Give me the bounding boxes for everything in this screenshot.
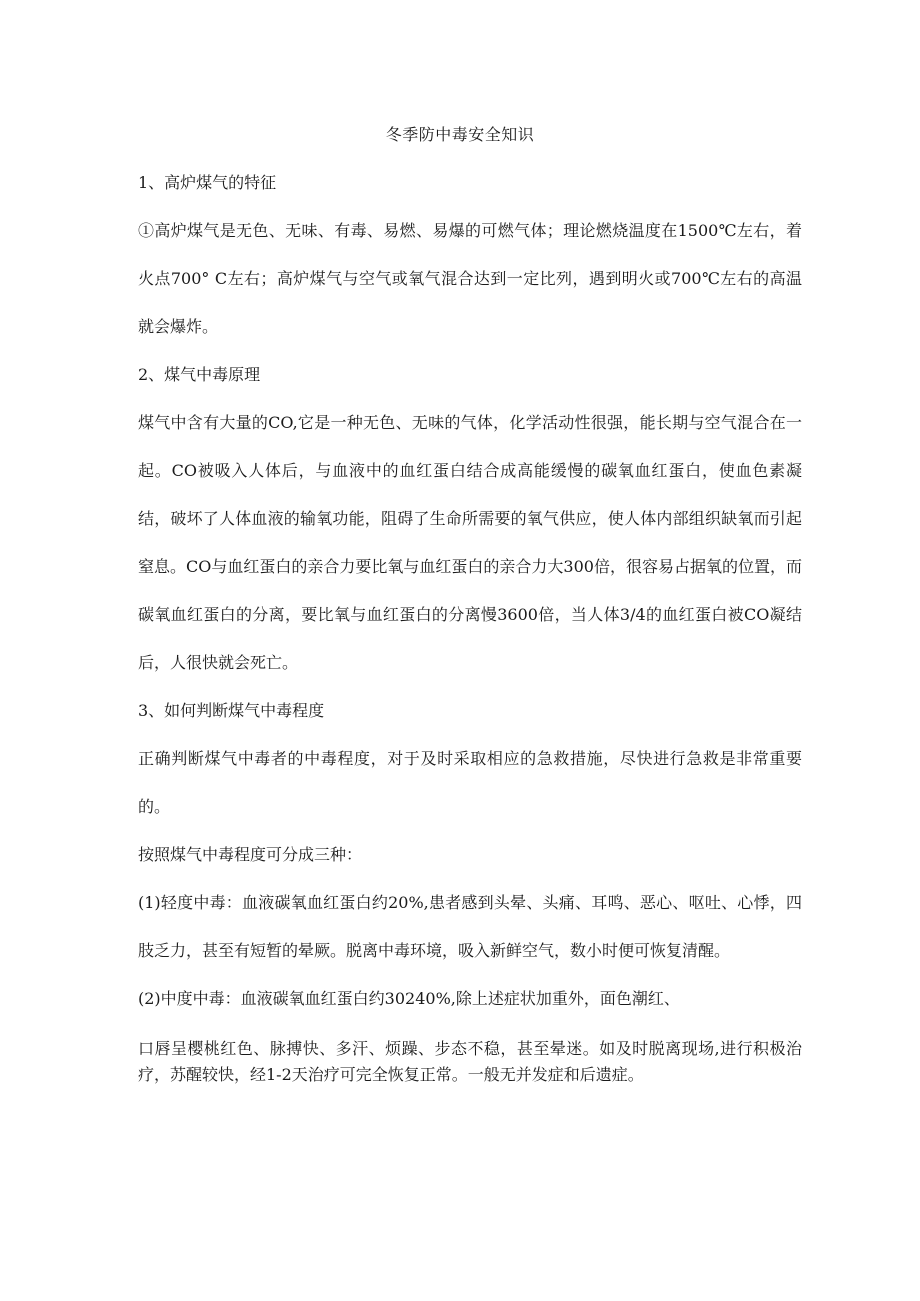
paragraph-poisoning-principle: 煤气中含有大量的CO,它是一种无色、无味的气体，化学活动性很强，能长期与空气混合在一起。CO被吸入人体后，与血液中的血红蛋白结合成高能缓慢的碳氧血红蛋白，使血色素凝结，破坏了人体血液的输氧功能，阻碍了生命所需要的氧气供应，使人体内部组织缺氧而引起窒息。CO与血红蛋白的亲合力要比氧与血红蛋白的亲合力大300倍，很容易占据氧的位置，而碳氧血红蛋白的分离，要比氧与血红蛋白的分离慢3600倍，当人体3/4的血红蛋白被CO凝结后，人很快就会死亡。 — [138, 413, 802, 672]
paragraph-moderate-poisoning-start: (2)中度中毒：血液碳氧血红蛋白约30240%,除上述症状加重外，面色潮红、 — [138, 989, 680, 1008]
section-heading-judge-severity: 3、如何判断煤气中毒程度 — [138, 701, 325, 720]
document-title: 冬季防中毒安全知识 — [385, 125, 535, 144]
severity-intro: 按照煤气中毒程度可分成三种： — [138, 845, 363, 864]
paragraph-gas-features: ①高炉煤气是无色、无味、有毒、易燃、易爆的可燃气体；理论燃烧温度在1500℃左右，着火点700° C左右；高炉煤气与空气或氧气混合达到一定比列，遇到明火或700℃左右的高温就会爆炸。 — [138, 221, 802, 336]
document-body — [138, 172, 802, 1088]
paragraph-mild-poisoning: (1)轻度中毒：血液碳氧血红蛋白约20%,患者感到头晕、头痛、耳鸣、恶心、呕吐、心悸，四肢乏力，甚至有短暂的晕厥。脱离中毒环境，吸入新鲜空气，数小时便可恢复清醒。 — [138, 893, 802, 960]
paragraph-judge-severity: 正确判断煤气中毒者的中毒程度，对于及时采取相应的急救措施，尽快进行急救是非常重要的。 — [138, 749, 802, 816]
section-heading-poisoning-principle: 2、煤气中毒原理 — [138, 365, 261, 384]
paragraph-moderate-poisoning-cont: 口唇呈樱桃红色、脉搏快、多汗、烦躁、步态不稳，甚至晕迷。如及时脱离现场,进行积极治疗，苏醒较快，经1-2天治疗可完全恢复正常。一般无并发症和后遗症。 — [138, 1039, 802, 1084]
section-heading-gas-features: 1、高炉煤气的特征 — [138, 173, 277, 192]
